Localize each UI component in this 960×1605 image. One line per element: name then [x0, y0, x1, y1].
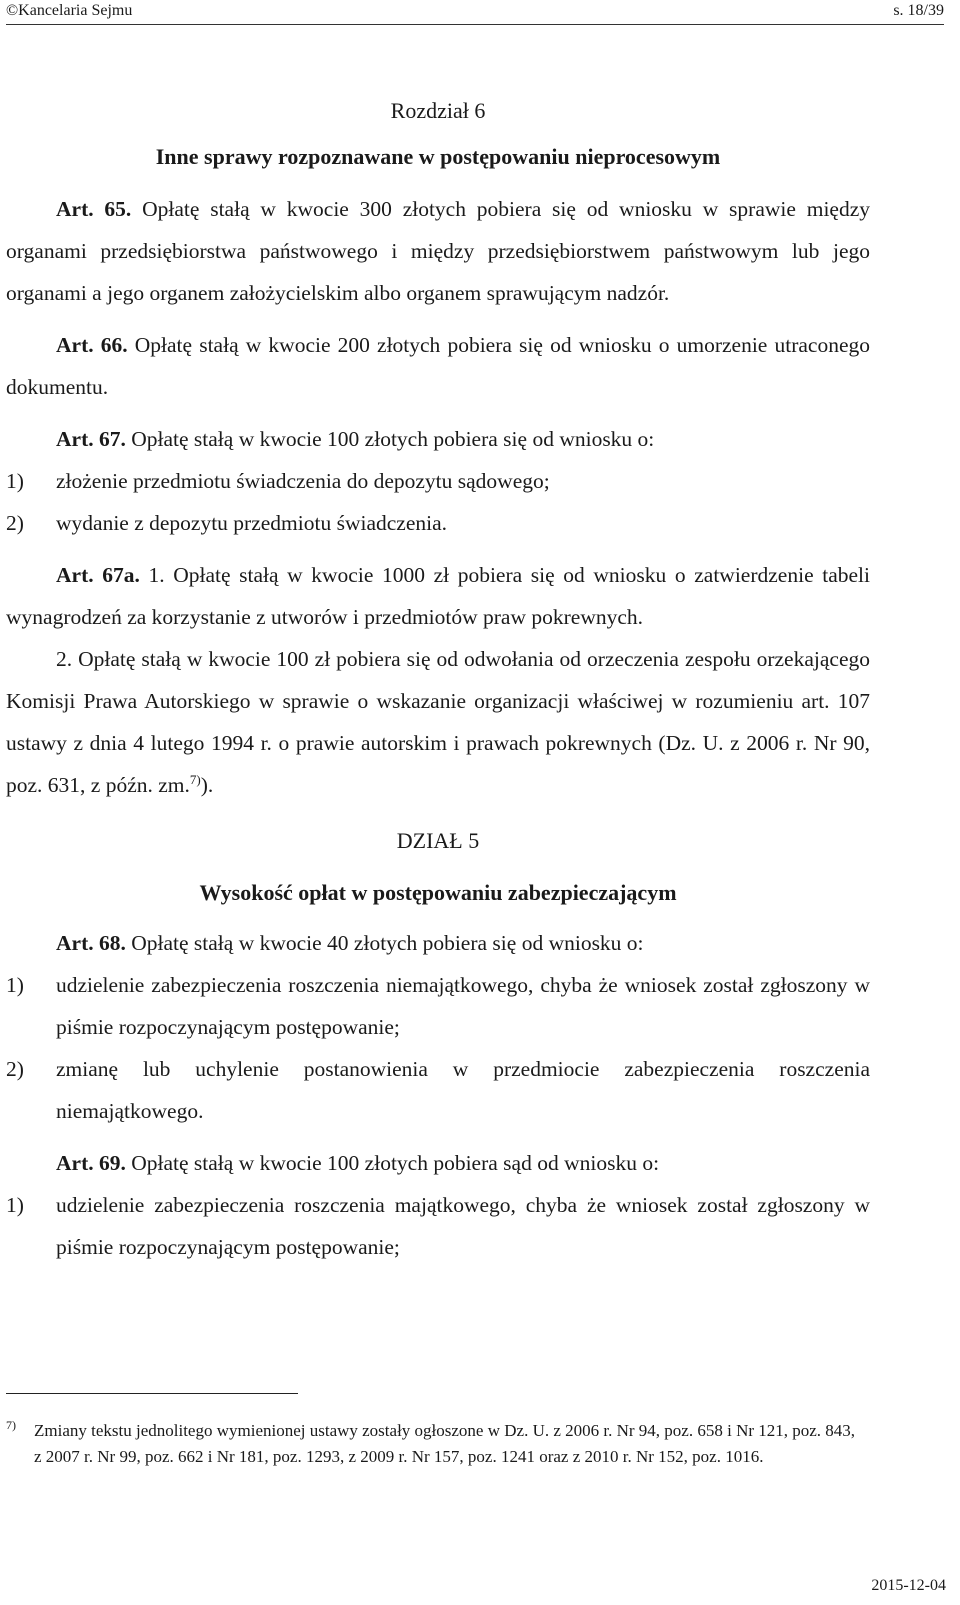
item-text: wydanie z depozytu przedmiotu świadczenia.	[56, 511, 448, 535]
article-67a-p2-end: ).	[200, 773, 214, 797]
article-68-text: Opłatę stałą w kwocie 40 złotych pobiera się od wniosku o:	[125, 931, 644, 955]
article-68-item	[6, 1048, 870, 1132]
article-69-text: Opłatę stałą w kwocie 100 złotych pobiera sąd od wniosku o:	[125, 1151, 660, 1175]
footnote-separator	[6, 1393, 298, 1394]
header-page-number: s. 18/39	[893, 2, 944, 19]
footnote-reference: 7)	[189, 771, 201, 787]
article-67a-p2-text: 2. Opłatę stałą w kwocie 100 zł pobiera się od odwołania od orzeczenia zespołu orzekającego Komisji Prawa Autorskiego w sprawie o wskazanie organizacji właściwej w rozumieniu art. 107 ustawy z dnia 4 lutego 1994 r. o prawie autorskim i prawach pokrewnych (Dz. U. z 2006 r. Nr 90, poz. 631, z późn. zm.	[6, 647, 870, 797]
footer-date: 2015-12-04	[871, 1577, 946, 1594]
item-number: 1)	[6, 973, 24, 997]
article-67-label: Art. 67.	[56, 427, 126, 451]
item-text: zmianę lub uchylenie postanowienia w przedmiocie zabezpieczenia roszczenia niemajątkowego.	[56, 1057, 870, 1123]
section-number: DZIAŁ 5	[396, 828, 480, 853]
article-66-label: Art. 66.	[56, 333, 128, 357]
header-copyright: ©Kancelaria Sejmu	[6, 2, 133, 19]
article-68	[6, 922, 870, 964]
article-69-label: Art. 69.	[56, 1151, 126, 1175]
item-number: 1)	[6, 1193, 24, 1217]
article-67a-p1-text: 1. Opłatę stałą w kwocie 1000 zł pobiera się od wniosku o zatwierdzenie tabeli wynagrodzeń za korzystanie z utworów i przedmiotów praw pokrewnych.	[6, 563, 870, 629]
footnote	[6, 1418, 866, 1470]
section-title: Wysokość opłat w postępowaniu zabezpieczającym	[199, 880, 677, 905]
page-header	[6, 2, 944, 24]
chapter-title: Inne sprawy rozpoznawane w postępowaniu nieprocesowym	[155, 144, 721, 169]
article-67-item	[6, 460, 870, 502]
article-66	[6, 324, 870, 408]
chapter-number: Rozdział 6	[390, 98, 486, 123]
article-67-item	[6, 502, 870, 544]
document-body	[6, 86, 870, 1268]
item-text: udzielenie zabezpieczenia roszczenia majątkowego, chyba że wniosek został zgłoszony w piśmie rozpoczynającym postępowanie;	[56, 1193, 870, 1259]
item-number: 2)	[6, 511, 24, 535]
article-66-text: Opłatę stałą w kwocie 200 złotych pobiera się od wniosku o umorzenie utraconego dokumentu.	[6, 333, 870, 399]
item-number: 1)	[6, 469, 24, 493]
item-text: udzielenie zabezpieczenia roszczenia niemajątkowego, chyba że wniosek został zgłoszony w piśmie rozpoczynającym postępowanie;	[56, 973, 870, 1039]
footnote-mark: 7)	[6, 1418, 16, 1432]
article-67a-paragraph-1	[6, 554, 870, 638]
item-text: złożenie przedmiotu świadczenia do depozytu sądowego;	[56, 469, 550, 493]
article-67	[6, 418, 870, 460]
article-67a-label: Art. 67a.	[56, 563, 140, 587]
header-rule	[6, 24, 944, 25]
article-68-label: Art. 68.	[56, 931, 126, 955]
item-number: 2)	[6, 1057, 24, 1081]
footnote-text: Zmiany tekstu jednolitego wymienionej ustawy zostały ogłoszone w Dz. U. z 2006 r. Nr 94, poz. 658 i Nr 121, poz. 843, z 2007 r. Nr 99, poz. 662 i Nr 181, poz. 1293, z 2009 r. Nr 157, poz. 1241 oraz z 2010 r. Nr 152, poz. 1016.	[34, 1421, 856, 1466]
article-65	[6, 188, 870, 314]
article-69	[6, 1142, 870, 1184]
article-65-label: Art. 65.	[56, 197, 132, 221]
article-67a-paragraph-2	[6, 638, 870, 806]
article-67-text: Opłatę stałą w kwocie 100 złotych pobiera się od wniosku o:	[125, 427, 655, 451]
article-69-item	[6, 1184, 870, 1268]
article-65-text: Opłatę stałą w kwocie 300 złotych pobiera się od wniosku w sprawie między organami przedsiębiorstwa państwowego i między przedsiębiorstwem państwowym lub jego organami a jego organem założycielskim albo organem sprawującym nadzór.	[6, 197, 870, 305]
article-68-item	[6, 964, 870, 1048]
